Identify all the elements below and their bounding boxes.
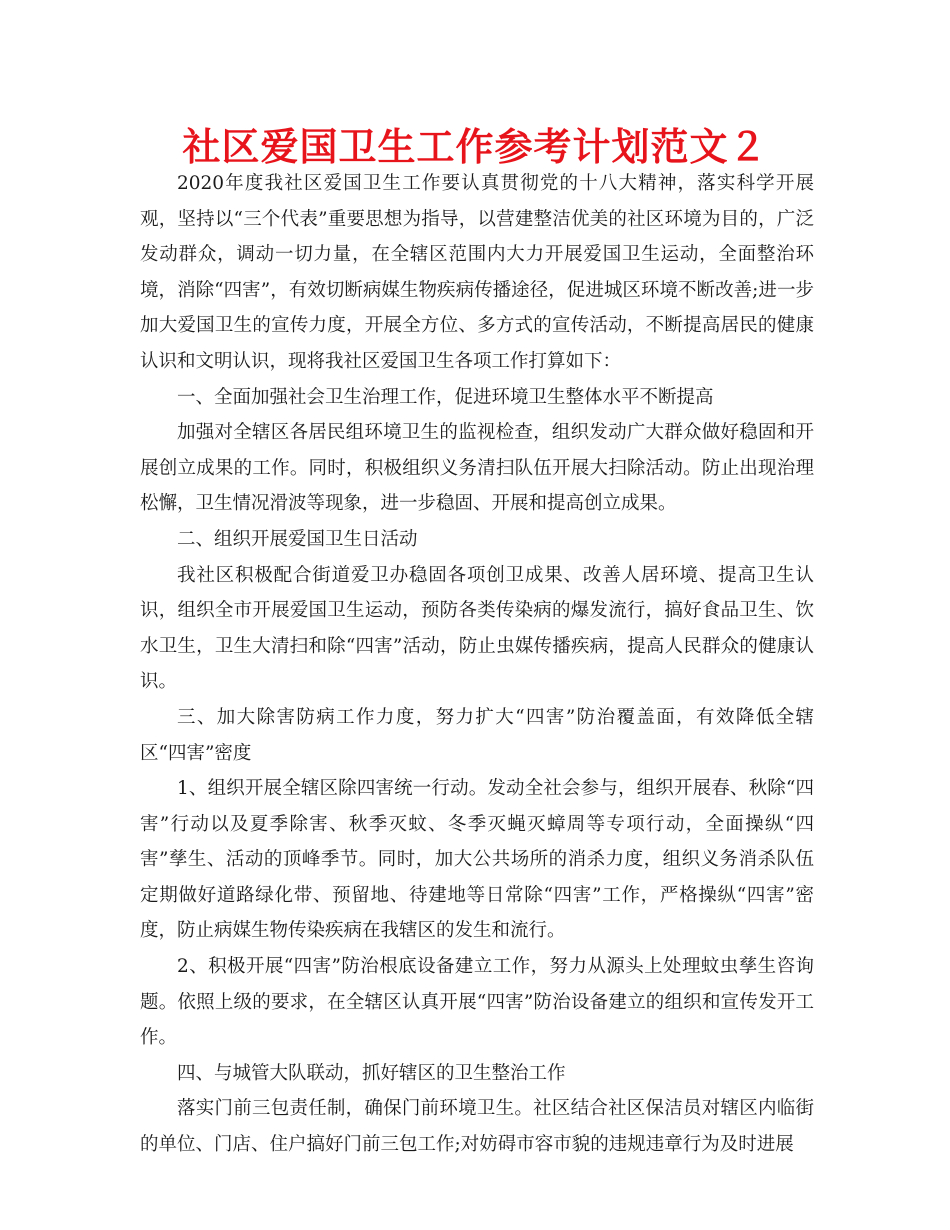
paragraph-section-1: 加强对全辖区各居民组环境卫生的监视检查，组织发动广大群众做好稳固和开展创立成果的工作。同时，积极组织义务清扫队伍开展大扫除活动。防止出现治理松懈，卫生情况滑波等现象，进一步稳固、开展和提高创立成果。 [140,422,814,515]
paragraph-section-2: 我社区积极配合街道爱卫办稳固各项创卫成果、改善人居环境、提高卫生认识，组织全市开展爱国卫生运动，预防各类传染病的爆发流行，搞好食品卫生、饮水卫生，卫生大清扫和除“四害”活动，防止虫媒传播疾病，提高人民群众的健康认识。 [140,564,814,693]
section-heading-2: 二、组织开展爱国卫生日活动 [177,528,418,550]
section-heading-1: 一、全面加强社会卫生治理工作，促进环境卫生整体水平不断提高 [177,386,714,408]
section-heading-4: 四、与城管大队联动，抓好辖区的卫生整治工作 [177,1062,566,1084]
paragraph-section-4: 落实门前三包责任制，确保门前环境卫生。社区结合社区保洁员对辖区内临街的单位、门店、住户搞好门前三包工作;对妨碍市容市貌的违规违章行为及时进展 [140,1098,814,1156]
paragraph-intro: 2020年度我社区爱国卫生工作要认真贯彻党的十八大精神，落实科学开展观，坚持以“三个代表”重要思想为指导，以营建整洁优美的社区环境为目的，广泛发动群众，调动一切力量，在全辖区范围内大力开展爱国卫生运动，全面整治环境，消除“四害”，有效切断病媒生物疾病传播途径，促进城区环境不断改善;进一步加大爱国卫生的宣传力度，开展全方位、多方式的宣传活动，不断提高居民的健康认识和文明认识，现将我社区爱国卫生各项工作打算如下： [140,173,814,372]
paragraph-item-1: 1、组织开展全辖区除四害统一行动。发动全社会参与，组织开展春、秋除“四害”行动以及夏季除害、秋季灭蚊、冬季灭蝇灭蟑周等专项行动，全面操纵“四害”孳生、活动的顶峰季节。同时，加大公共场所的消杀力度，组织义务消杀队伍定期做好道路绿化带、预留地、待建地等日常除“四害”工作，严格操纵“四害”密度，防止病媒生物传染疾病在我辖区的发生和流行。 [140,778,814,942]
document-title: 社区爱国卫生工作参考计划范文２ [182,125,768,169]
document-body [140,166,814,1163]
paragraph-item-2: 2、积极开展“四害”防治根底设备建立工作，努力从源头上处理蚊虫孳生咨询题。依照上级的要求，在全辖区认真开展“四害”防治设备建立的组织和宣传发开工作。 [140,956,814,1049]
section-heading-3: 三、加大除害防病工作力度，努力扩大“四害”防治覆盖面，有效降低全辖区“四害”密度 [140,706,814,764]
